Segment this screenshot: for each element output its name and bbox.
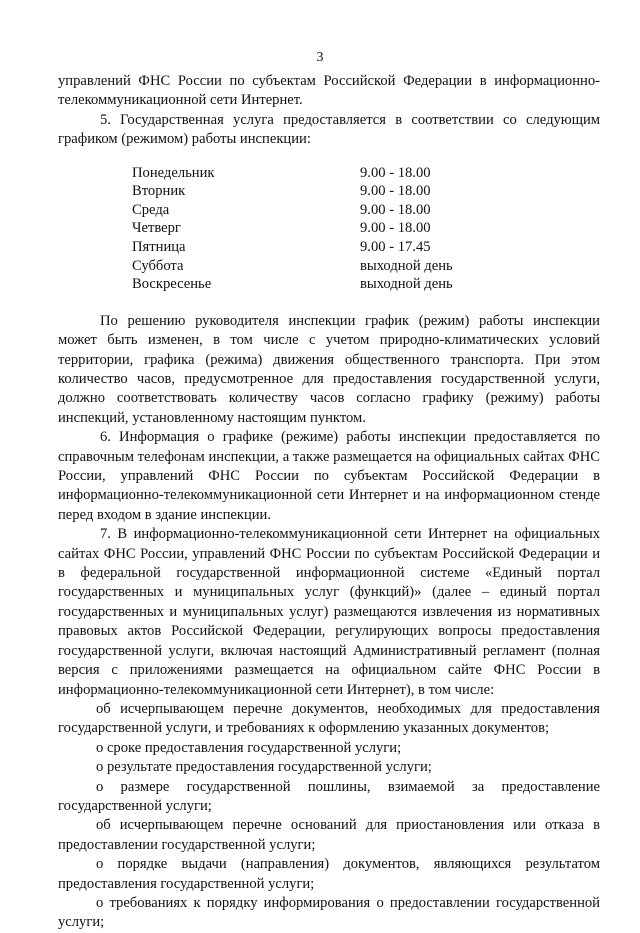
schedule-day: Пятница bbox=[132, 239, 186, 255]
schedule-day: Вторник bbox=[132, 183, 186, 200]
schedule-row bbox=[132, 257, 520, 276]
schedule-day: Понедельник bbox=[132, 164, 215, 181]
list-item: об исчерпывающем перечне документов, необходимых для предоставления государственной услуги, и требованиях к оформлению указанных документов; bbox=[58, 700, 600, 737]
list-item: о размере государственной пошлины, взимаемой за предоставление государственной услуги; bbox=[58, 778, 600, 814]
schedule-day: Воскресенье bbox=[132, 276, 212, 293]
schedule-day: Среда bbox=[132, 201, 170, 218]
list-item: о требованиях к порядку информирования о предоставлении государственной услуги; bbox=[58, 894, 600, 931]
list-item: о результате предоставления государственной услуги; bbox=[96, 759, 432, 776]
schedule-hours: 9.00 - 17.45 bbox=[360, 239, 431, 255]
schedule-hours: выходной день bbox=[360, 276, 453, 293]
paragraph-5: 5. Государственная услуга предоставляется в соответствии со следующим графиком (режимом) работы инспекции: bbox=[58, 111, 600, 148]
list-item: об исчерпывающем перечне оснований для приостановления или отказа в предоставлении государственной услуги; bbox=[58, 817, 600, 853]
schedule-row bbox=[132, 164, 520, 183]
page-number: 3 bbox=[316, 50, 324, 65]
schedule-hours: 9.00 - 18.00 bbox=[360, 201, 431, 218]
paragraph-6: 6. Информация о графике (режиме) работы инспекции предоставляется по справочным телефонам инспекции, а также размещается на официальных сайтах ФНС России, управлений ФНС России по субъектам Российской Федерации в информационно-телекоммуникационной сети Интернет и на информационном стенде перед входом в здание инспекции. bbox=[58, 429, 600, 523]
schedule-row bbox=[132, 219, 520, 238]
list-item: о порядке выдачи (направления) документов, являющихся результатом предоставления государственной услуги; bbox=[58, 856, 600, 892]
schedule-row bbox=[132, 201, 520, 220]
paragraph-intro: управлений ФНС России по субъектам Российской Федерации в информационно-телекоммуникационной сети Интернет. bbox=[58, 73, 600, 109]
schedule-row bbox=[132, 238, 520, 257]
schedule-day: Суббота bbox=[132, 257, 184, 274]
list-item: о сроке предоставления государственной услуги; bbox=[96, 739, 402, 756]
schedule-hours: 9.00 - 18.00 bbox=[360, 164, 431, 181]
schedule-row bbox=[132, 275, 520, 294]
paragraph-schedule-change: По решению руководителя инспекции график (режим) работы инспекции может быть изменен, в том числе с учетом природно-климатических условий территории, графика (режима) движения общественного транспорта. При этом количество часов, предусмотренное для предоставления государственной услуги, должно соответствовать количеству часов согласно графику (режиму) работы инспекций, установленному настоящим пунктом. bbox=[58, 312, 600, 426]
schedule-day: Четверг bbox=[132, 220, 181, 237]
document-body bbox=[58, 72, 600, 933]
schedule-hours: 9.00 - 18.00 bbox=[360, 183, 431, 200]
schedule-table bbox=[132, 164, 520, 294]
paragraph-7: 7. В информационно-телекоммуникационной сети Интернет на официальных сайтах ФНС России, управлений ФНС России по субъектам Российской Федерации и в федеральной государственной информационной системе «Единый портал государственных и муниципальных услуг (функций)» (далее – единый портал государственных и муниципальных услуг) размещаются извлечения из нормативных правовых актов Российской Федерации, регулирующих вопросы предоставления государственной услуги, включая настоящий Административный регламент (полная версия с приложениями размещается на официальном сайте ФНС России в информационно-телекоммуникационной сети Интернет), в том числе: bbox=[58, 526, 600, 698]
schedule-row bbox=[132, 182, 520, 201]
schedule-hours: выходной день bbox=[360, 257, 453, 274]
schedule-hours: 9.00 - 18.00 bbox=[360, 220, 431, 237]
